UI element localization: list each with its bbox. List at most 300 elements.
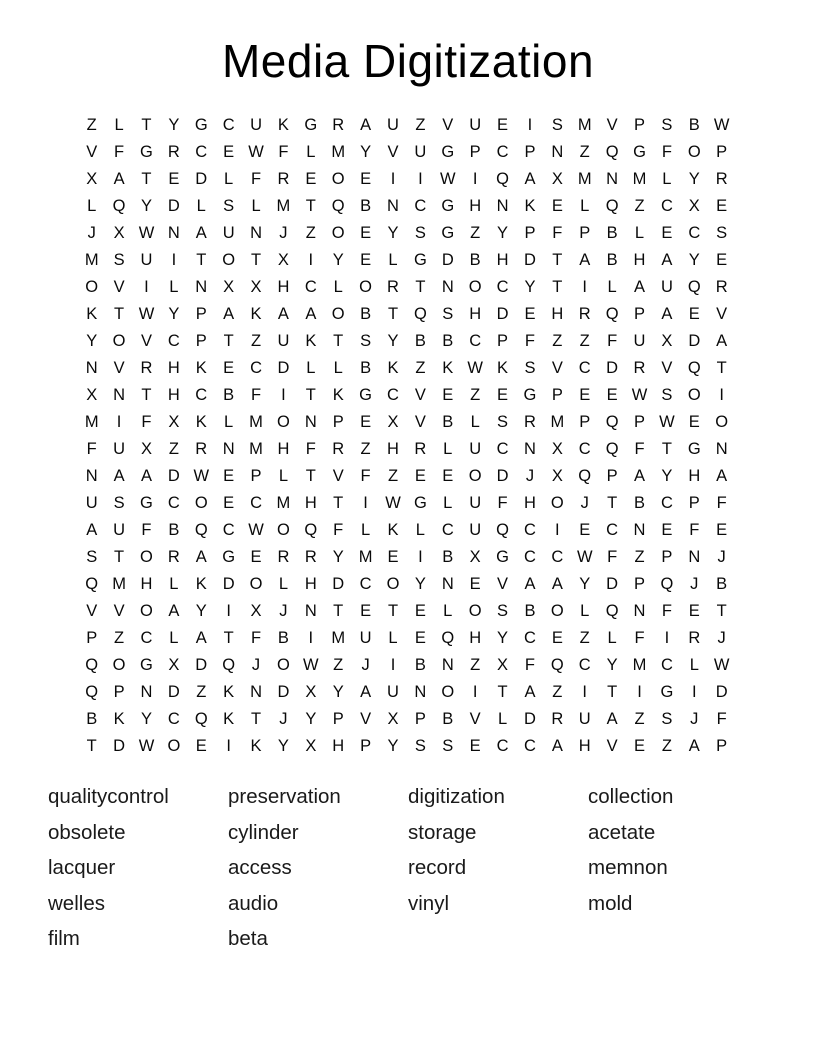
- grid-cell: V: [606, 116, 618, 134]
- grid-cell: H: [469, 629, 482, 647]
- grid-cell: F: [250, 386, 262, 404]
- grid-cell: T: [250, 251, 262, 269]
- grid-cell: B: [442, 332, 454, 350]
- grid-cell: B: [360, 359, 372, 377]
- grid-cell: P: [524, 224, 536, 242]
- grid-cell: D: [332, 575, 345, 593]
- grid-cell: C: [469, 332, 482, 350]
- grid-cell: G: [660, 683, 674, 701]
- grid-cell: H: [523, 494, 536, 512]
- grid-cell: R: [414, 440, 427, 458]
- word-list-column: [48, 779, 228, 957]
- grid-cell: N: [195, 278, 208, 296]
- grid-cell: N: [250, 683, 262, 701]
- grid-cell: K: [223, 710, 235, 728]
- grid-cell: W: [385, 494, 401, 512]
- grid-cell: Q: [85, 575, 99, 593]
- grid-cell: Q: [496, 521, 509, 539]
- grid-cell: T: [497, 683, 508, 701]
- grid-cell: N: [551, 143, 564, 161]
- grid-cell: P: [250, 467, 262, 485]
- grid-cell: C: [578, 656, 591, 674]
- grid-cell: W: [138, 224, 155, 242]
- grid-cell: T: [333, 602, 344, 620]
- grid-cell: C: [250, 494, 262, 512]
- grid-cell: H: [332, 737, 345, 755]
- grid-cell: M: [84, 413, 99, 431]
- grid-cell: E: [223, 143, 235, 161]
- grid-cell: D: [195, 656, 208, 674]
- grid-cell: D: [523, 251, 536, 269]
- grid-cell: D: [167, 197, 180, 215]
- grid-cell: C: [578, 440, 591, 458]
- grid-cell: O: [331, 170, 345, 188]
- grid-cell: N: [414, 683, 427, 701]
- grid-cell: C: [496, 440, 509, 458]
- grid-cell: W: [439, 170, 456, 188]
- grid-cell: C: [387, 386, 399, 404]
- grid-cell: X: [387, 710, 399, 728]
- grid-cell: F: [607, 332, 618, 350]
- grid-cell: B: [414, 656, 426, 674]
- grid-cell: O: [359, 278, 373, 296]
- grid-cell: D: [496, 305, 509, 323]
- grid-cell: T: [305, 386, 316, 404]
- grid-cell: E: [469, 575, 481, 593]
- grid-cell: E: [414, 467, 426, 485]
- grid-cell: K: [442, 359, 454, 377]
- grid-cell: S: [497, 602, 509, 620]
- grid-cell: U: [578, 710, 591, 728]
- grid-cell: Q: [687, 278, 701, 296]
- grid-cell: Q: [194, 521, 208, 539]
- grid-cell: X: [250, 602, 262, 620]
- grid-cell: O: [441, 683, 455, 701]
- grid-cell: E: [524, 305, 536, 323]
- grid-cell: T: [114, 548, 125, 566]
- grid-cell: Q: [331, 197, 345, 215]
- word-list-item: audio: [228, 891, 279, 915]
- grid-cell: B: [524, 602, 536, 620]
- grid-cell: I: [308, 629, 314, 647]
- grid-cell: A: [551, 575, 563, 593]
- grid-cell: U: [633, 332, 646, 350]
- grid-cell: J: [361, 656, 370, 674]
- grid-cell: F: [552, 224, 563, 242]
- grid-cell: Y: [387, 332, 399, 350]
- grid-cell: V: [551, 359, 563, 377]
- grid-cell: I: [472, 170, 478, 188]
- grid-cell: N: [140, 683, 153, 701]
- grid-cell: P: [716, 737, 728, 755]
- grid-cell: T: [141, 386, 152, 404]
- grid-cell: B: [442, 413, 454, 431]
- grid-cell: Y: [140, 197, 152, 215]
- grid-cell: Z: [196, 683, 207, 701]
- grid-cell: Y: [414, 575, 426, 593]
- grid-cell: Q: [85, 656, 99, 674]
- grid-cell: U: [140, 251, 153, 269]
- grid-cell: O: [687, 143, 701, 161]
- grid-cell: B: [716, 575, 728, 593]
- grid-cell: N: [250, 224, 262, 242]
- grid-cell: D: [496, 467, 509, 485]
- grid-cell: C: [578, 359, 591, 377]
- grid-cell: V: [716, 305, 728, 323]
- grid-cell: E: [716, 197, 728, 215]
- grid-cell: Y: [277, 737, 289, 755]
- grid-cell: P: [360, 737, 372, 755]
- grid-cell: Q: [605, 143, 619, 161]
- grid-cell: T: [716, 359, 727, 377]
- grid-cell: F: [524, 656, 535, 674]
- grid-cell: A: [551, 737, 563, 755]
- grid-cell: Q: [605, 305, 619, 323]
- grid-cell: O: [249, 575, 263, 593]
- grid-cell: F: [661, 602, 672, 620]
- grid-cell: F: [333, 521, 344, 539]
- grid-cell: Z: [114, 629, 125, 647]
- grid-cell: L: [224, 413, 234, 431]
- grid-cell: S: [86, 548, 98, 566]
- grid-cell: O: [140, 602, 153, 620]
- grid-cell: K: [223, 683, 235, 701]
- grid-cell: Y: [305, 710, 317, 728]
- grid-cell: A: [140, 467, 152, 485]
- grid-cell: Y: [195, 602, 207, 620]
- grid-cell: P: [469, 143, 481, 161]
- grid-cell: J: [717, 548, 726, 566]
- grid-cell: I: [691, 683, 697, 701]
- grid-cell: G: [633, 143, 646, 161]
- grid-cell: J: [279, 710, 288, 728]
- grid-cell: A: [168, 602, 180, 620]
- grid-cell: Z: [387, 467, 399, 485]
- grid-cell: K: [250, 305, 262, 323]
- grid-cell: K: [387, 359, 399, 377]
- grid-cell: C: [359, 575, 372, 593]
- grid-cell: S: [497, 413, 509, 431]
- grid-cell: G: [140, 656, 153, 674]
- grid-cell: T: [552, 278, 563, 296]
- grid-cell: G: [413, 251, 427, 269]
- grid-cell: X: [113, 224, 125, 242]
- grid-cell: K: [497, 359, 509, 377]
- grid-cell: I: [719, 386, 724, 404]
- grid-cell: E: [551, 197, 563, 215]
- grid-cell: P: [414, 710, 426, 728]
- grid-cell: I: [390, 170, 396, 188]
- grid-cell: N: [633, 602, 646, 620]
- grid-cell: E: [469, 737, 481, 755]
- grid-cell: K: [250, 737, 262, 755]
- grid-cell: R: [387, 278, 399, 296]
- grid-cell: Y: [688, 251, 700, 269]
- grid-cell: H: [304, 494, 317, 512]
- grid-cell: F: [141, 521, 152, 539]
- grid-cell: O: [140, 548, 153, 566]
- grid-cell: T: [415, 278, 426, 296]
- grid-cell: R: [277, 548, 290, 566]
- grid-cell: I: [116, 413, 122, 431]
- grid-cell: F: [607, 548, 618, 566]
- grid-cell: T: [305, 197, 316, 215]
- grid-cell: A: [634, 278, 646, 296]
- grid-cell: W: [138, 737, 155, 755]
- grid-cell: S: [442, 737, 454, 755]
- grid-cell: Z: [634, 197, 645, 215]
- word-list-item: acetate: [588, 820, 656, 844]
- grid-cell: F: [86, 440, 97, 458]
- grid-cell: R: [167, 143, 180, 161]
- grid-cell: J: [580, 494, 589, 512]
- grid-cell: U: [85, 494, 98, 512]
- grid-cell: W: [467, 359, 483, 377]
- grid-cell: F: [278, 143, 289, 161]
- grid-cell: D: [441, 251, 454, 269]
- grid-cell: T: [552, 251, 563, 269]
- grid-cell: S: [551, 116, 563, 134]
- grid-cell: J: [690, 710, 699, 728]
- grid-cell: X: [305, 683, 317, 701]
- grid-cell: C: [167, 710, 180, 728]
- grid-cell: G: [304, 116, 318, 134]
- grid-cell: X: [168, 656, 180, 674]
- grid-cell: B: [414, 332, 426, 350]
- grid-cell: K: [387, 521, 399, 539]
- grid-cell: T: [114, 305, 125, 323]
- grid-cell: X: [551, 467, 563, 485]
- word-list-item: digitization: [408, 785, 505, 808]
- grid-cell: K: [86, 305, 98, 323]
- grid-cell: P: [113, 683, 125, 701]
- grid-cell: L: [306, 359, 316, 377]
- grid-cell: Q: [605, 602, 619, 620]
- grid-cell: P: [195, 305, 207, 323]
- grid-cell: G: [413, 494, 427, 512]
- grid-cell: Z: [579, 143, 590, 161]
- grid-cell: V: [442, 116, 454, 134]
- grid-cell: H: [578, 737, 591, 755]
- grid-cell: P: [195, 332, 207, 350]
- grid-cell: X: [277, 251, 289, 269]
- grid-cell: A: [716, 467, 728, 485]
- grid-cell: F: [497, 494, 508, 512]
- grid-cell: L: [333, 278, 343, 296]
- grid-cell: N: [688, 548, 701, 566]
- grid-cell: Q: [85, 683, 99, 701]
- word-list-item: beta: [228, 927, 268, 951]
- grid-cell: E: [688, 602, 700, 620]
- grid-cell: N: [496, 197, 509, 215]
- grid-cell: Q: [660, 575, 674, 593]
- grid-cell: L: [607, 629, 617, 647]
- grid-cell: C: [167, 494, 180, 512]
- grid-cell: E: [551, 629, 563, 647]
- grid-cell: Z: [168, 440, 179, 458]
- grid-cell: A: [524, 575, 536, 593]
- word-list-item: mold: [588, 891, 633, 915]
- word-list-item: memnon: [588, 856, 668, 880]
- grid-cell: G: [496, 548, 509, 566]
- grid-cell: H: [633, 251, 646, 269]
- grid-cell: A: [661, 305, 673, 323]
- grid-cell: R: [523, 413, 536, 431]
- grid-cell: U: [660, 278, 673, 296]
- grid-cell: O: [112, 656, 126, 674]
- grid-cell: T: [86, 737, 97, 755]
- grid-cell: U: [387, 683, 399, 701]
- grid-cell: A: [634, 467, 646, 485]
- grid-cell: C: [167, 332, 180, 350]
- grid-cell: S: [223, 197, 235, 215]
- grid-cell: W: [713, 656, 730, 674]
- grid-cell: K: [524, 197, 536, 215]
- grid-cell: P: [606, 467, 618, 485]
- grid-cell: P: [634, 305, 646, 323]
- grid-cell: S: [113, 251, 125, 269]
- grid-cell: L: [580, 197, 590, 215]
- grid-cell: S: [113, 494, 125, 512]
- grid-cell: O: [112, 332, 126, 350]
- grid-cell: B: [223, 386, 235, 404]
- grid-cell: E: [195, 737, 207, 755]
- grid-cell: I: [637, 683, 642, 701]
- grid-cell: E: [360, 602, 372, 620]
- grid-cell: Z: [552, 332, 563, 350]
- grid-cell: N: [606, 170, 619, 188]
- grid-cell: B: [469, 251, 481, 269]
- grid-cell: O: [468, 602, 482, 620]
- grid-cell: U: [113, 440, 126, 458]
- grid-cell: P: [661, 548, 673, 566]
- grid-cell: F: [250, 629, 262, 647]
- grid-cell: S: [661, 386, 673, 404]
- grid-cell: V: [661, 359, 673, 377]
- grid-cell: Z: [470, 386, 481, 404]
- word-list-item: qualitycontrol: [48, 785, 169, 808]
- grid-cell: L: [443, 440, 453, 458]
- grid-cell: Y: [86, 332, 98, 350]
- grid-cell: P: [551, 386, 563, 404]
- grid-cell: T: [661, 440, 672, 458]
- grid-cell: L: [278, 467, 289, 485]
- grid-cell: U: [222, 224, 235, 242]
- grid-cell: Y: [497, 224, 509, 242]
- grid-cell: U: [387, 116, 399, 134]
- grid-cell: P: [332, 413, 344, 431]
- grid-cell: C: [140, 629, 153, 647]
- grid-cell: R: [195, 440, 208, 458]
- grid-cell: K: [332, 386, 344, 404]
- grid-cell: R: [715, 278, 728, 296]
- grid-cell: X: [140, 440, 152, 458]
- grid-cell: O: [386, 575, 400, 593]
- grid-cell: S: [360, 332, 372, 350]
- grid-cell: Y: [579, 575, 591, 593]
- grid-cell: Z: [661, 737, 672, 755]
- grid-cell: C: [523, 629, 536, 647]
- grid-cell: U: [469, 116, 482, 134]
- grid-cell: G: [140, 494, 153, 512]
- grid-cell: U: [469, 440, 482, 458]
- word-list-item: preservation: [228, 785, 341, 808]
- grid-cell: A: [579, 251, 591, 269]
- grid-cell: I: [171, 251, 177, 269]
- grid-cell: V: [113, 278, 125, 296]
- grid-cell: T: [305, 467, 316, 485]
- grid-cell: A: [360, 683, 372, 701]
- grid-cell: F: [716, 494, 727, 512]
- grid-cell: F: [360, 467, 371, 485]
- grid-cell: W: [576, 548, 593, 566]
- grid-cell: L: [87, 197, 97, 215]
- grid-cell: Y: [140, 710, 152, 728]
- grid-cell: Y: [606, 656, 618, 674]
- word-list-item: film: [48, 927, 80, 951]
- grid-cell: G: [222, 548, 236, 566]
- grid-cell: S: [414, 737, 426, 755]
- grid-cell: F: [524, 332, 535, 350]
- grid-cell: V: [113, 359, 125, 377]
- grid-cell: L: [169, 575, 179, 593]
- grid-cell: B: [86, 710, 98, 728]
- grid-cell: I: [472, 683, 478, 701]
- grid-cell: X: [551, 170, 563, 188]
- grid-cell: O: [550, 494, 564, 512]
- word-list-item: vinyl: [408, 891, 450, 915]
- grid-cell: J: [525, 467, 535, 485]
- grid-cell: W: [248, 143, 264, 161]
- grid-cell: N: [441, 575, 454, 593]
- grid-cell: X: [223, 278, 235, 296]
- grid-cell: M: [249, 440, 263, 458]
- grid-cell: R: [578, 305, 591, 323]
- grid-cell: R: [332, 440, 345, 458]
- grid-cell: A: [277, 305, 289, 323]
- grid-cell: P: [688, 494, 700, 512]
- grid-cell: A: [223, 305, 235, 323]
- grid-cell: T: [607, 683, 618, 701]
- grid-cell: I: [418, 170, 423, 188]
- grid-cell: C: [496, 737, 509, 755]
- grid-cell: M: [550, 413, 565, 431]
- grid-cell: L: [196, 197, 206, 215]
- grid-cell: B: [634, 494, 646, 512]
- grid-cell: X: [551, 440, 563, 458]
- grid-cell: P: [524, 143, 536, 161]
- grid-cell: H: [167, 359, 180, 377]
- grid-cell: J: [690, 575, 699, 593]
- grid-cell: X: [387, 413, 399, 431]
- grid-cell: L: [470, 413, 480, 431]
- grid-cell: K: [305, 332, 317, 350]
- grid-cell: Z: [470, 656, 481, 674]
- grid-cell: W: [248, 521, 264, 539]
- grid-cell: Z: [552, 683, 563, 701]
- grid-cell: H: [496, 251, 509, 269]
- grid-cell: E: [442, 467, 454, 485]
- grid-cell: E: [579, 386, 591, 404]
- grid-cell: C: [222, 521, 235, 539]
- grid-cell: G: [441, 224, 455, 242]
- grid-cell: I: [390, 656, 396, 674]
- word-list-item: storage: [408, 820, 477, 844]
- grid-cell: N: [85, 359, 98, 377]
- grid-cell: D: [688, 332, 701, 350]
- grid-cell: Y: [497, 629, 509, 647]
- grid-cell: P: [497, 332, 509, 350]
